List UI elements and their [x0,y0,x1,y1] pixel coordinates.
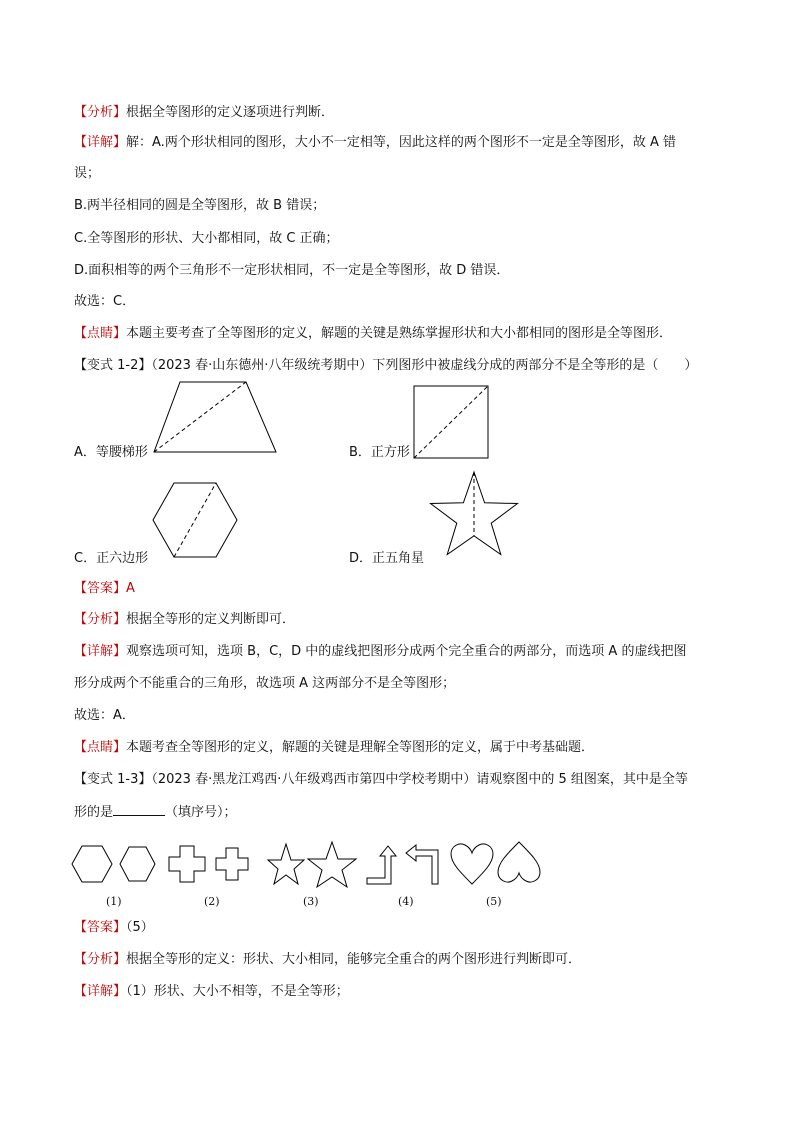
option-a-label: A．等腰梯形 [74,445,148,460]
option-b-label: B．正方形 [349,445,410,460]
hexagon-large [72,846,112,882]
heart-upright [451,844,493,884]
q2-detail-line-cont: 形分成两个不能重合的三角形，故选项 A 这两部分不是全等图形； [74,676,456,691]
pattern-label-5: (5) [486,895,502,908]
pattern-label-1: (1) [106,895,122,908]
star-figure [428,470,520,562]
detail-text: （1）形状、大小不相等，不是全等形； [126,984,349,999]
answer-value: A [126,581,135,596]
analysis-text: 根据全等形的定义判断即可． [126,612,296,627]
detail-tag: 【详解】 [74,644,127,659]
answer-tag: 【答案】 [74,581,127,596]
q3-answer-line [74,919,154,937]
pattern-figures [70,836,542,892]
note-tag: 【点睛】 [74,740,127,755]
analysis-tag: 【分析】 [74,952,127,967]
trapezoid-figure [150,380,280,456]
q3-title-suffix: （填序号）； [165,805,237,820]
arrow-up-shape [367,846,396,884]
note-line [74,325,672,343]
square-figure [412,384,492,460]
hexagon-small [120,847,155,881]
choice-line: 故选：C． [74,294,136,309]
q2-detail-line [74,643,686,661]
detail-tag: 【详解】 [74,984,127,999]
pattern-label-3: (3) [303,895,319,908]
q2-answer-line [74,580,135,598]
analysis-text: 根据全等图形的定义逐项进行判断． [126,105,335,120]
detail-c: C.全等图形的形状、大小都相同，故 C 正确； [74,231,339,246]
answer-blank [113,802,165,816]
answer-value: （5） [126,920,154,935]
detail-text: 解：A.两个形状相同的图形，大小不一定相等，因此这样的两个图形不一定是全等图形，故 A 错 [126,135,676,150]
analysis-tag: 【分析】 [74,105,127,120]
analysis-text: 根据全等形的定义：形状、大小相同，能够完全重合的两个图形进行判断即可． [126,952,582,967]
note-text: 本题考查全等图形的定义，解题的关键是理解全等图形的定义，属于中考基础题． [126,740,595,755]
analysis-line [74,104,334,122]
q3-title-prefix: 形的是 [74,805,114,820]
cross-large [169,846,205,882]
q2-note-line [74,739,594,757]
q3-title-line2 [74,802,237,822]
note-text: 本题主要考查了全等图形的定义，解题的关键是熟练掌握形状和大小都相同的图形是全等图形． [126,326,673,341]
q3-detail-line [74,983,349,1001]
q3-analysis-line [74,951,581,969]
analysis-tag: 【分析】 [74,612,127,627]
star-large [308,842,356,887]
detail-d: D.面积相等的两个三角形不一定形状相同，不一定是全等图形，故 D 错误． [74,263,510,278]
detail-b: B.两半径相同的圆是全等图形，故 B 错误； [74,198,326,213]
heart-inverted [498,842,540,882]
option-c-label: C．正六边形 [74,551,149,566]
note-tag: 【点睛】 [74,326,127,341]
answer-tag: 【答案】 [74,920,127,935]
pattern-label-2: (2) [204,895,220,908]
cross-small [216,848,248,880]
q3-title: 【变式 1-3】（2023 春·黑龙江鸡西·八年级鸡西市第四中学校考期中）请观察图中的 5 组图案，其中是全等 [74,772,688,787]
detail-tag: 【详解】 [74,135,127,150]
pattern-label-4: (4) [398,895,414,908]
arrow-left-shape [406,845,438,884]
detail-line-cont: 误； [74,166,101,181]
q2-analysis-line [74,611,295,629]
star-small [268,844,304,884]
detail-text: 观察选项可知，选项 B，C，D 中的虚线把图形分成两个完全重合的两部分，而选项 A 的虚线把图 [126,644,687,659]
detail-line [74,134,676,152]
q2-choice-line: 故选：A． [74,708,135,723]
hexagon-figure [150,480,240,560]
option-d-label: D．正五角星 [349,551,425,566]
q2-title: 【变式 1-2】（2023 春·山东德州·八年级统考期中）下列图形中被虚线分成的两部分不是全等形的是（ ） [74,358,698,373]
